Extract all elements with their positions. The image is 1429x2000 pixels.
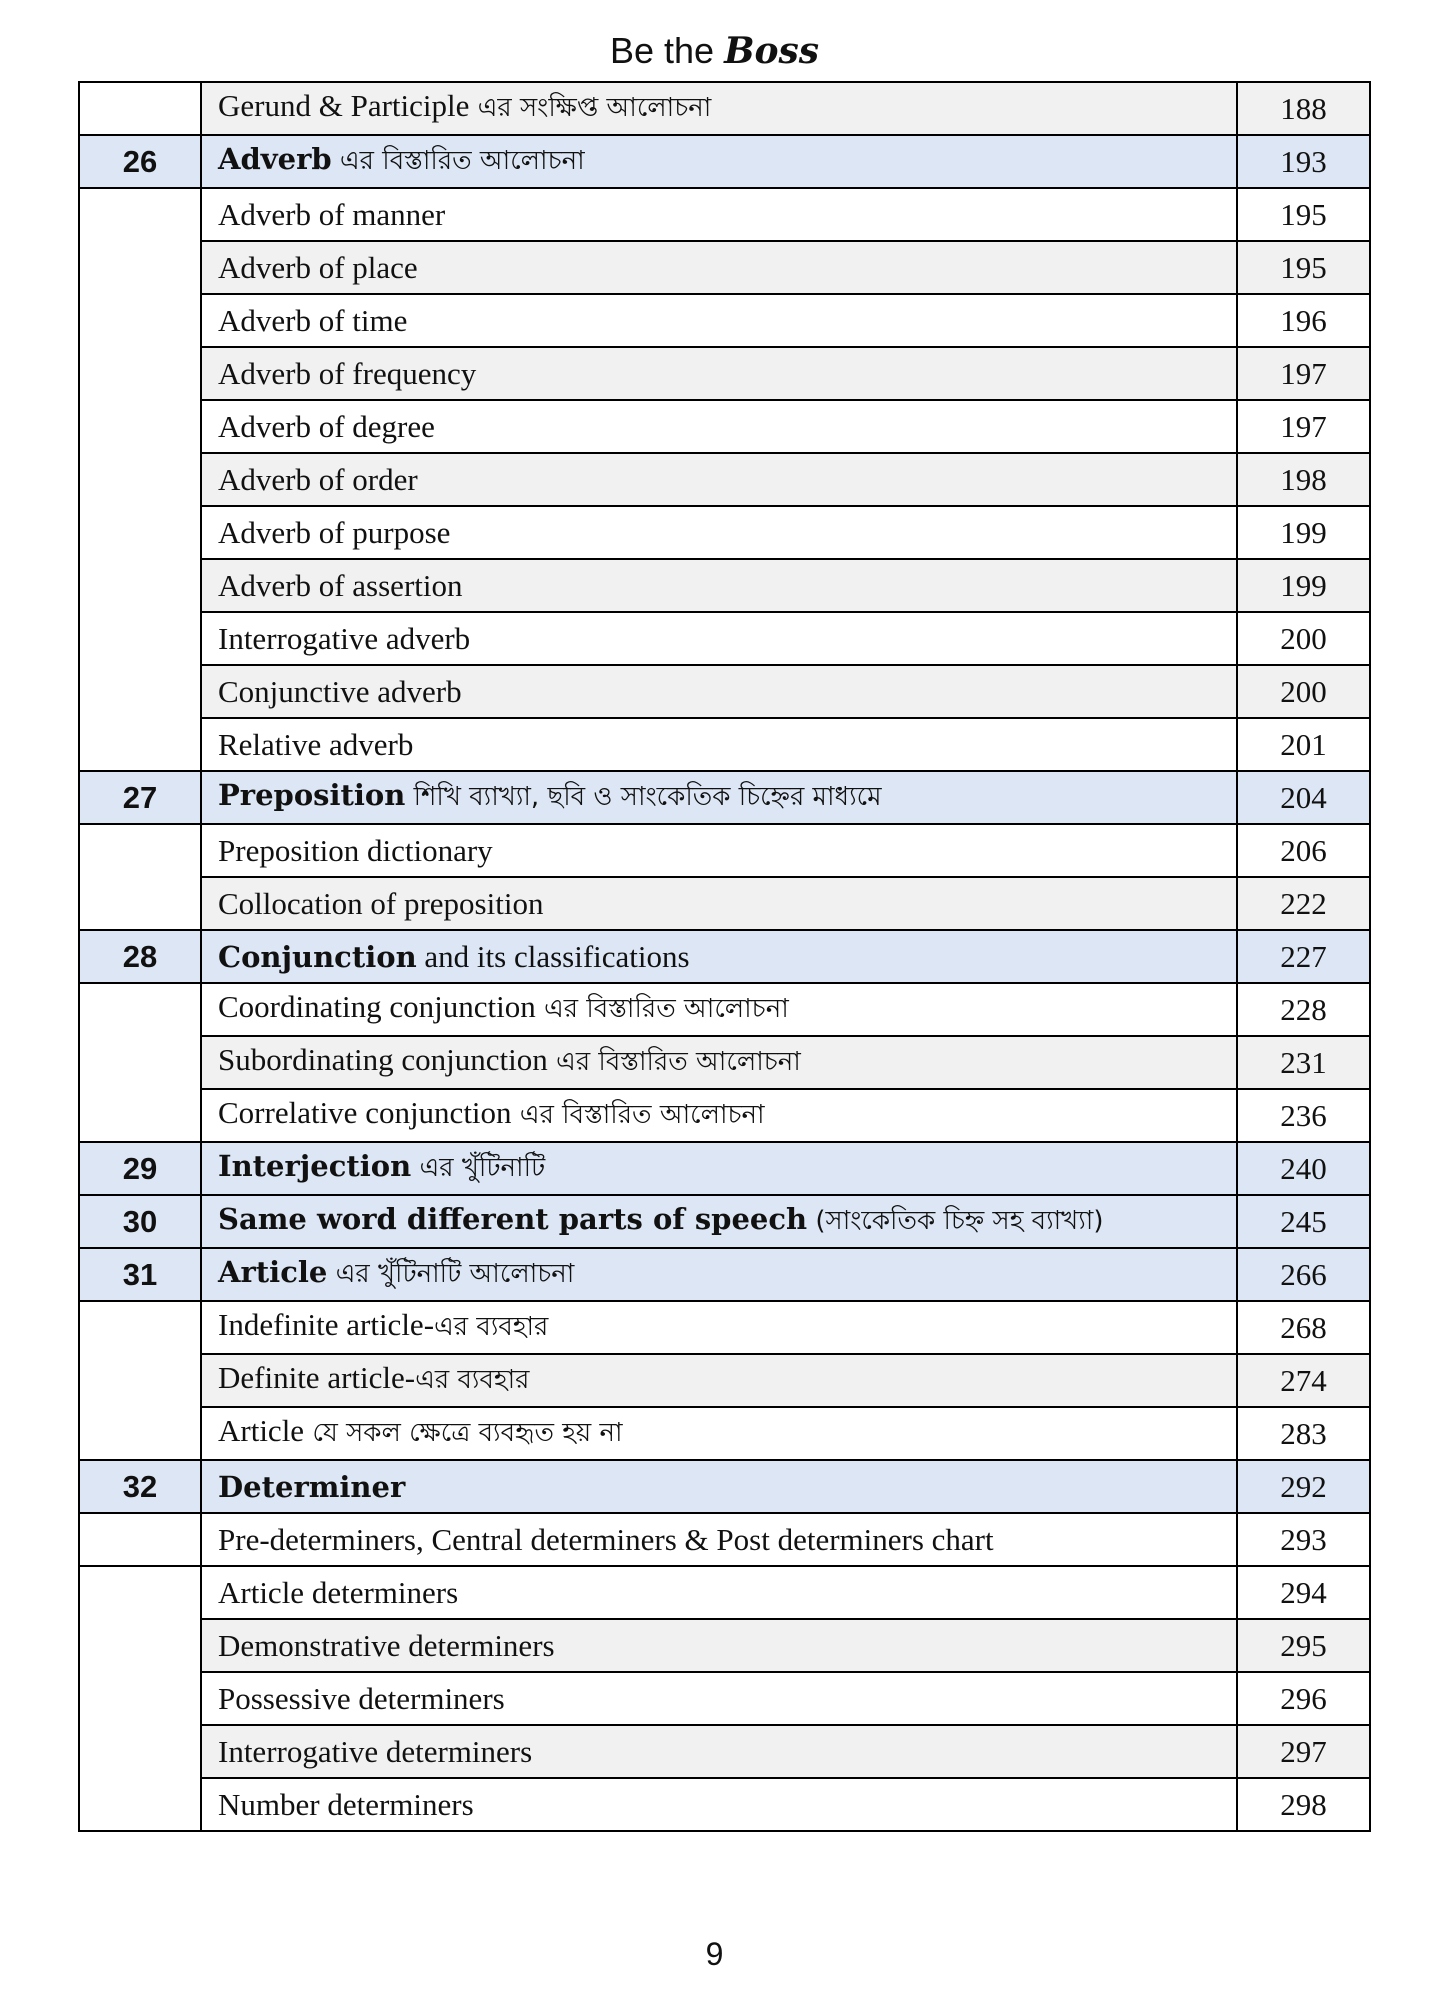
- entry-page-number: 298: [1237, 1778, 1370, 1831]
- entry-title: [201, 400, 1237, 453]
- chapter-number: 31: [79, 1248, 201, 1301]
- entry-main: Preposition: [218, 777, 406, 812]
- chapter-number: [79, 188, 201, 771]
- entry-page-number: 236: [1237, 1089, 1370, 1142]
- entry-page-number: 266: [1237, 1248, 1370, 1301]
- entry-text: Definite article-: [218, 1359, 416, 1395]
- entry-title: [201, 1301, 1237, 1354]
- entry-bengali: এর খুঁটিনাটি আলোচনা: [327, 1258, 575, 1289]
- table-row: [79, 718, 1370, 771]
- entry-text: and its classifications: [416, 938, 690, 974]
- table-row: [79, 877, 1370, 930]
- page-number: 9: [705, 1936, 724, 1972]
- entry-title: [201, 453, 1237, 506]
- entry-bengali: এর ব্যবহার: [415, 1364, 530, 1395]
- entry-title: [201, 347, 1237, 400]
- table-row: [79, 983, 1370, 1036]
- entry-title: [201, 1036, 1237, 1089]
- chapter-number: [79, 82, 201, 135]
- table-row: [79, 347, 1370, 400]
- page-header: [0, 30, 1429, 72]
- table-row: [79, 1301, 1370, 1354]
- chapter-row: [79, 930, 1370, 983]
- table-row: [79, 824, 1370, 877]
- entry-page-number: 200: [1237, 612, 1370, 665]
- entry-text: Indefinite article-: [218, 1306, 435, 1342]
- entry-title: [201, 1619, 1237, 1672]
- chapter-number: [79, 983, 201, 1142]
- entry-title: [201, 824, 1237, 877]
- entry-title: [201, 718, 1237, 771]
- entry-main: Determiner: [218, 1469, 406, 1504]
- entry-page-number: 268: [1237, 1301, 1370, 1354]
- chapter-number: [79, 824, 201, 930]
- entry-title: [201, 665, 1237, 718]
- entry-bengali: এর বিস্তারিত আলোচনা: [511, 1099, 765, 1130]
- entry-page-number: 274: [1237, 1354, 1370, 1407]
- entry-title: [201, 930, 1237, 983]
- chapter-row: [79, 1195, 1370, 1248]
- entry-page-number: 240: [1237, 1142, 1370, 1195]
- entry-page-number: 195: [1237, 188, 1370, 241]
- entry-title: [201, 294, 1237, 347]
- entry-page-number: 200: [1237, 665, 1370, 718]
- chapter-number: [79, 1301, 201, 1460]
- entry-page-number: 227: [1237, 930, 1370, 983]
- entry-page-number: 197: [1237, 400, 1370, 453]
- entry-title: [201, 241, 1237, 294]
- entry-page-number: 297: [1237, 1725, 1370, 1778]
- entry-title: [201, 1354, 1237, 1407]
- entry-page-number: 204: [1237, 771, 1370, 824]
- entry-text: Conjunctive adverb: [218, 673, 462, 709]
- table-row: [79, 400, 1370, 453]
- entry-text: Gerund & Participle: [218, 87, 470, 123]
- table-row: [79, 82, 1370, 135]
- table-row: [79, 1354, 1370, 1407]
- entry-text: Possessive determiners: [218, 1680, 505, 1716]
- toc-body: [79, 82, 1370, 1831]
- entry-title: [201, 506, 1237, 559]
- table-row: [79, 1725, 1370, 1778]
- table-row: [79, 559, 1370, 612]
- entry-page-number: 193: [1237, 135, 1370, 188]
- entry-bengali: এর খুঁটিনাটি: [411, 1152, 546, 1183]
- entry-text: Relative adverb: [218, 726, 414, 762]
- chapter-number: [79, 1513, 201, 1566]
- entry-text: Interrogative adverb: [218, 620, 471, 656]
- entry-text: Adverb of order: [218, 461, 418, 497]
- table-of-contents: [78, 81, 1371, 1832]
- entry-bengali: (সাংকেতিক চিহ্ন সহ ব্যাখ্যা): [807, 1205, 1104, 1236]
- entry-title: [201, 82, 1237, 135]
- entry-bengali: এর বিস্তারিত আলোচনা: [547, 1046, 801, 1077]
- entry-text: Article determiners: [218, 1574, 459, 1610]
- entry-page-number: 295: [1237, 1619, 1370, 1672]
- table-row: [79, 1513, 1370, 1566]
- entry-page-number: 293: [1237, 1513, 1370, 1566]
- chapter-number: 28: [79, 930, 201, 983]
- chapter-row: [79, 135, 1370, 188]
- entry-page-number: 201: [1237, 718, 1370, 771]
- table-row: [79, 506, 1370, 559]
- table-row: [79, 294, 1370, 347]
- chapter-number: 32: [79, 1460, 201, 1513]
- entry-bengali: এর ব্যবহার: [434, 1311, 549, 1342]
- entry-title: [201, 1248, 1237, 1301]
- table-row: [79, 1089, 1370, 1142]
- entry-text: Adverb of manner: [218, 196, 446, 232]
- entry-page-number: 198: [1237, 453, 1370, 506]
- entry-main: Article: [218, 1254, 328, 1289]
- table-row: [79, 1672, 1370, 1725]
- entry-text: Interrogative determiners: [218, 1733, 533, 1769]
- entry-title: [201, 1725, 1237, 1778]
- header-prefix: Be the: [609, 30, 715, 71]
- entry-title: [201, 1195, 1237, 1248]
- entry-text: Pre-determiners, Central determiners & Post determiners chart: [218, 1521, 994, 1557]
- entry-text: Adverb of purpose: [218, 514, 451, 550]
- entry-page-number: 296: [1237, 1672, 1370, 1725]
- entry-text: Adverb of frequency: [218, 355, 477, 391]
- entry-page-number: 228: [1237, 983, 1370, 1036]
- chapter-row: [79, 1142, 1370, 1195]
- entry-page-number: 196: [1237, 294, 1370, 347]
- entry-text: Adverb of assertion: [218, 567, 463, 603]
- entry-text: Preposition dictionary: [218, 832, 493, 868]
- chapter-number: [79, 1566, 201, 1831]
- table-row: [79, 1619, 1370, 1672]
- entry-text: Number determiners: [218, 1786, 474, 1822]
- table-row: [79, 1036, 1370, 1089]
- entry-page-number: 292: [1237, 1460, 1370, 1513]
- table-row: [79, 1407, 1370, 1460]
- chapter-number: 27: [79, 771, 201, 824]
- chapter-number: 30: [79, 1195, 201, 1248]
- table-row: [79, 1778, 1370, 1831]
- table-row: [79, 453, 1370, 506]
- entry-title: [201, 1460, 1237, 1513]
- chapter-row: [79, 1460, 1370, 1513]
- entry-title: [201, 1778, 1237, 1831]
- entry-page-number: 195: [1237, 241, 1370, 294]
- entry-title: [201, 1089, 1237, 1142]
- entry-title: [201, 1672, 1237, 1725]
- entry-text: Coordinating conjunction: [218, 988, 536, 1024]
- entry-page-number: 222: [1237, 877, 1370, 930]
- entry-page-number: 245: [1237, 1195, 1370, 1248]
- entry-page-number: 197: [1237, 347, 1370, 400]
- chapter-row: [79, 771, 1370, 824]
- entry-text: Demonstrative determiners: [218, 1627, 555, 1663]
- entry-title: [201, 135, 1237, 188]
- entry-page-number: 199: [1237, 506, 1370, 559]
- entry-page-number: 188: [1237, 82, 1370, 135]
- entry-bengali: এর বিস্তারিত আলোচনা: [535, 993, 789, 1024]
- chapter-row: [79, 1248, 1370, 1301]
- entry-main: Same word different parts of speech: [218, 1201, 808, 1236]
- entry-page-number: 283: [1237, 1407, 1370, 1460]
- entry-title: [201, 1566, 1237, 1619]
- entry-text: Adverb of time: [218, 302, 408, 338]
- entry-title: [201, 188, 1237, 241]
- entry-page-number: 199: [1237, 559, 1370, 612]
- entry-bengali: এর বিস্তারিত আলোচনা: [331, 145, 585, 176]
- entry-bengali: এর সংক্ষিপ্ত আলোচনা: [469, 92, 712, 123]
- entry-title: [201, 1142, 1237, 1195]
- entry-title: [201, 1513, 1237, 1566]
- entry-main: Interjection: [218, 1148, 412, 1183]
- entry-page-number: 294: [1237, 1566, 1370, 1619]
- entry-text: Article: [218, 1412, 305, 1448]
- chapter-number: 29: [79, 1142, 201, 1195]
- table-row: [79, 612, 1370, 665]
- entry-title: [201, 1407, 1237, 1460]
- table-row: [79, 665, 1370, 718]
- entry-page-number: 206: [1237, 824, 1370, 877]
- entry-text: Collocation of preposition: [218, 885, 544, 921]
- header-brand: Boss: [724, 30, 820, 72]
- entry-bengali: যে সকল ক্ষেত্রে ব্যবহৃত হয় না: [304, 1417, 623, 1448]
- table-row: [79, 188, 1370, 241]
- entry-title: [201, 612, 1237, 665]
- table-row: [79, 241, 1370, 294]
- entry-text: Adverb of place: [218, 249, 418, 285]
- entry-title: [201, 877, 1237, 930]
- entry-text: Adverb of degree: [218, 408, 435, 444]
- entry-page-number: 231: [1237, 1036, 1370, 1089]
- entry-title: [201, 771, 1237, 824]
- entry-main: Conjunction: [218, 939, 417, 974]
- table-row: [79, 1566, 1370, 1619]
- entry-main: Adverb: [218, 141, 332, 176]
- chapter-number: 26: [79, 135, 201, 188]
- entry-title: [201, 559, 1237, 612]
- entry-title: [201, 983, 1237, 1036]
- entry-text: Subordinating conjunction: [218, 1041, 548, 1077]
- entry-bengali: শিখি ব্যাখ্যা, ছবি ও সাংকেতিক চিহ্নের মাধ্যমে: [405, 781, 882, 812]
- entry-text: Correlative conjunction: [218, 1094, 512, 1130]
